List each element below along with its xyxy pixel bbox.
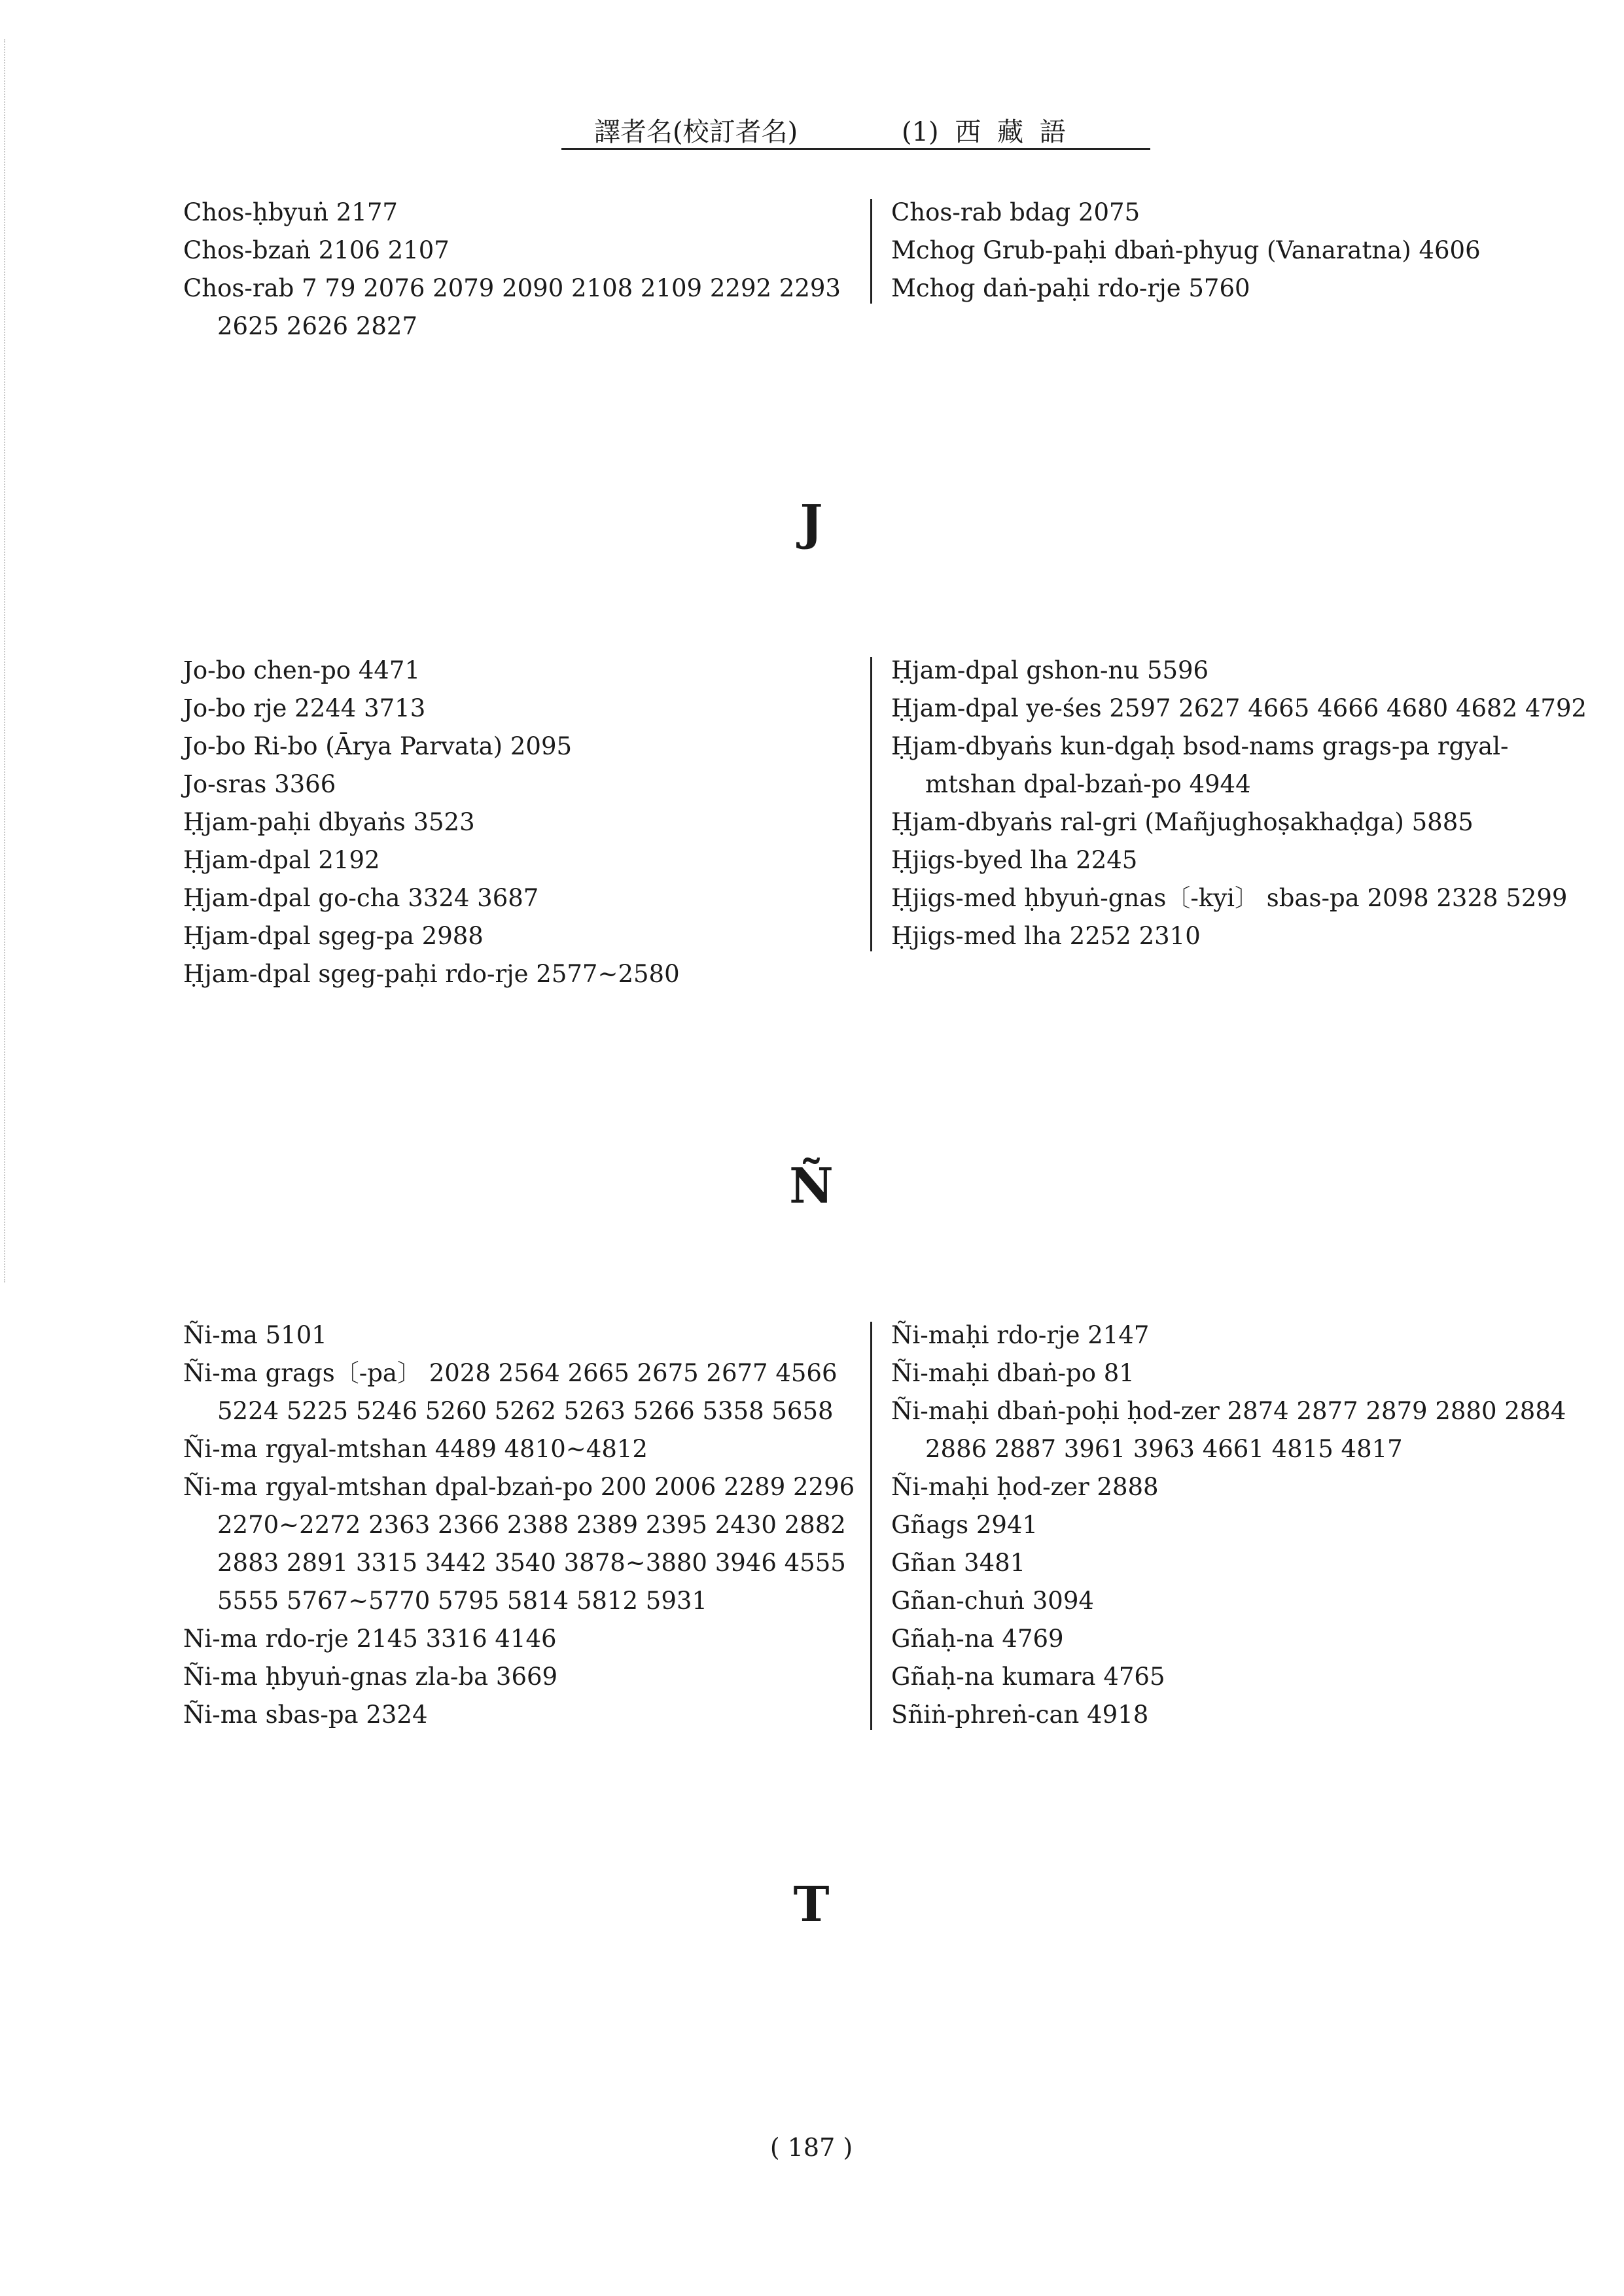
section-letter-n-tilde: Ñ [789, 1158, 834, 1214]
section-j-right-column [890, 652, 1598, 955]
header-title-right: (1) 西 藏 語 [902, 117, 1066, 147]
index-entry: Ḥjam-paḥi dbyaṅs 3523 [183, 808, 475, 836]
section-letter-t: T [793, 1877, 830, 1933]
index-entry: Gñags 2941 [891, 1511, 1038, 1539]
index-entry: Ñi-maḥi dbaṅ-poḥi ḥod-zer 2874 2877 2879 2880 2884 2886 2887 3961 3963 4661 4815 4817 [891, 1397, 1566, 1463]
index-entry: Sñiṅ-phreṅ-can 4918 [891, 1701, 1149, 1729]
index-entry: Ñi-maḥi dbaṅ-po 81 [891, 1359, 1135, 1387]
section-ch-left-column [183, 194, 857, 345]
index-entry: Ḥjam-dpal ye-śes 2597 2627 4665 4666 4680 4682 4792 [891, 694, 1587, 722]
index-entry: Chos-rab bdag 2075 [891, 198, 1140, 226]
index-entry: Ñi-ma ḥbyuṅ-gnas zla-ba 3669 [183, 1663, 558, 1691]
index-entry: Ḥjam-dpal sgeg-pa 2988 [183, 922, 484, 950]
index-entry: Jo-bo rje 2244 3713 [183, 694, 426, 722]
index-entry: Jo-bo Ri-bo (Ārya Parvata) 2095 [183, 732, 573, 760]
index-entry: Ḥjam-dpal go-cha 3324 3687 [183, 884, 539, 912]
index-entry: Ḥjam-dpal gshon-nu 5596 [891, 656, 1209, 684]
section-j-left-column [183, 652, 857, 993]
index-entry: Ḥjigs-med lha 2252 2310 [891, 922, 1201, 950]
index-entry: Mchog Grub-paḥi dbaṅ-phyug (Vanaratna) 4606 [891, 236, 1481, 264]
index-entry: Jo-bo chen-po 4471 [183, 656, 420, 684]
index-entry: Gñan 3481 [891, 1549, 1026, 1577]
index-entry: Ḥjigs-med ḥbyuṅ-gnas〔-kyi〕 sbas-pa 2098 2328 5299 [891, 884, 1568, 912]
index-entry: Ñi-maḥi rdo-rje 2147 [891, 1321, 1150, 1349]
index-entry: Ñi-ma rgyal-mtshan 4489 4810~4812 [183, 1435, 648, 1463]
index-entry: Ḥjam-dpal sgeg-paḥi rdo-rje 2577~2580 [183, 960, 680, 988]
index-entry: Ñi-maḥi ḥod-zer 2888 [891, 1473, 1159, 1501]
index-entry: Gñan-chuṅ 3094 [891, 1587, 1094, 1615]
index-entry: Chos-rab 7 79 2076 2079 2090 2108 2109 2292 2293 2625 2626 2827 [183, 274, 841, 340]
index-entry: Mchog daṅ-paḥi rdo-rje 5760 [891, 274, 1250, 302]
section-letter-j: J [800, 495, 823, 551]
index-entry: Ñi-ma rgyal-mtshan dpal-bzaṅ-po 200 2006 2289 2296 2270~2272 2363 2366 2388 2389 2395 2430 2882 2883 2891 3315 3442 3540 3878~3880 3946 4555 5555 5767~5770 5795 5814 5812 5931 [183, 1473, 855, 1615]
index-entry: Ni-ma rdo-rje 2145 3316 4146 [183, 1625, 557, 1653]
section-n-right-column [890, 1316, 1598, 1734]
index-entry: Chos-ḥbyuṅ 2177 [183, 198, 398, 226]
index-entry: Jo-sras 3366 [183, 770, 336, 798]
index-entry: Ḥjam-dbyaṅs ral-gri (Mañjughoṣakhaḍga) 5885 [891, 808, 1474, 836]
index-entry: Ḥjam-dbyaṅs kun-dgaḥ bsod-nams grags-pa rgyal-mtshan dpal-bzaṅ-po 4944 [891, 732, 1509, 798]
running-header [561, 110, 1150, 150]
section-n-left-column [183, 1316, 857, 1734]
page-number: ( 187 ) [769, 2133, 853, 2162]
scan-margin-artifact [4, 39, 8, 1282]
index-entry: Chos-bzaṅ 2106 2107 [183, 236, 450, 264]
index-entry: Gñaḥ-na 4769 [891, 1625, 1064, 1653]
index-entry: Ñi-ma 5101 [183, 1321, 327, 1349]
section-ch-right-column [890, 194, 1598, 308]
index-entry: Ñi-ma sbas-pa 2324 [183, 1701, 428, 1729]
index-entry: Gñaḥ-na kumara 4765 [891, 1663, 1165, 1691]
index-entry: Ḥjam-dpal 2192 [183, 846, 380, 874]
header-title-left: 譯者名(校訂者名) [594, 117, 798, 147]
index-entry: Ḥjigs-byed lha 2245 [891, 846, 1138, 874]
index-entry: Ñi-ma grags〔-pa〕 2028 2564 2665 2675 2677 4566 5224 5225 5246 5260 5262 5263 5266 5358 5658 [183, 1359, 838, 1425]
